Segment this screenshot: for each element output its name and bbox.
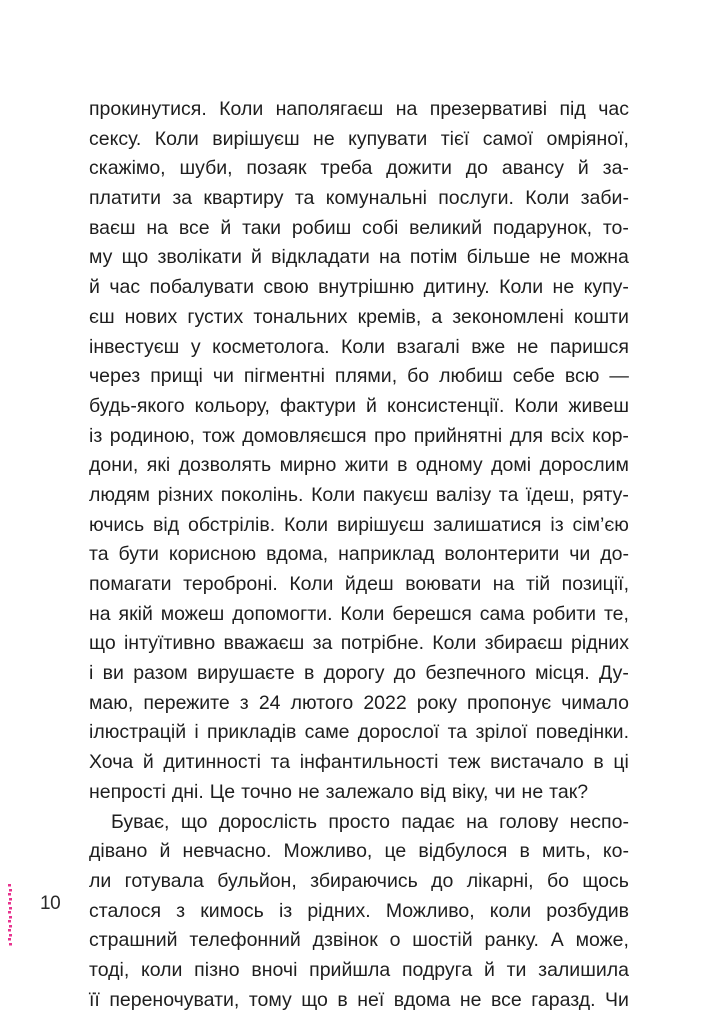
body-text xyxy=(89,95,629,1015)
side-mark-tick xyxy=(8,893,11,896)
text-line: прокинутися. Коли наполягаєш на презервативі під час xyxy=(89,98,629,120)
side-mark-tick xyxy=(9,943,12,946)
side-mark-tick xyxy=(9,898,12,901)
side-mark-tick xyxy=(8,929,11,932)
text-line: її переночувати, тому що в неї вдома не все гаразд. Чи xyxy=(89,988,629,1011)
text-line: через прищі чи пігментні плями, бо любиш себе всю — xyxy=(89,365,629,388)
text-line: й час побалувати свою внутрішню дитину. Коли не купу- xyxy=(89,276,629,299)
text-line: ли готувала бульйон, збираючись до лікарні, бо щось xyxy=(89,869,629,892)
text-line: на якій можеш допомогти. Коли берешся сама робити те, xyxy=(89,602,629,625)
text-line: маю, пережите з 24 лютого 2022 року пропонує чимало xyxy=(89,691,629,714)
text-line: му що зволікати й відкладати на потім більше не можна xyxy=(89,246,629,269)
text-line: сталося з кимось із рідних. Можливо, коли розбудив xyxy=(89,899,629,922)
text-line: інвестуєш у косметолога. Коли взагалі вже не паришся xyxy=(89,335,629,358)
side-mark-tick xyxy=(9,925,12,928)
side-mark-tick xyxy=(9,889,12,892)
text-line: Хоча й дитинності та інфантильності теж вистачало в ці xyxy=(89,751,629,774)
text-line: єш нових густих тональних кремів, а зекономлені кошти xyxy=(89,305,629,328)
page-number: 10 xyxy=(40,893,61,914)
text-line: страшний телефонний дзвінок о шостій ранку. А може, xyxy=(89,929,629,952)
text-line: Буває, що дорослість просто падає на голову неспо- xyxy=(111,810,629,833)
side-mark-tick xyxy=(9,907,12,910)
side-mark-tick xyxy=(8,938,11,941)
text-line: ваєш на все й таки робиш собі великий подарунок, то- xyxy=(89,216,629,239)
text-line: сексу. Коли вирішуєш не купувати тієї самої омріяної, xyxy=(89,127,629,150)
text-line: і ви разом вирушаєте в дорогу до безпечного місця. Ду- xyxy=(89,662,629,685)
text-line: із родиною, тож домовляєшся про прийнятні для всіх кор- xyxy=(89,424,629,447)
text-line: платити за квартиру та комунальні послуги. Коли заби- xyxy=(89,187,629,210)
side-mark-tick xyxy=(8,902,11,905)
side-mark-tick xyxy=(8,884,11,887)
side-mark-tick xyxy=(9,934,12,937)
text-line: дівано й невчасно. Можливо, це відбулося в мить, ко- xyxy=(89,840,629,863)
text-line: ілюстрацій і прикладів саме дорослої та зрілої поведінки. xyxy=(89,721,629,744)
side-mark-tick xyxy=(9,916,12,919)
side-mark-tick xyxy=(8,911,11,914)
text-line: скажімо, шуби, позаяк треба дожити до авансу й за- xyxy=(89,157,629,180)
text-line: дони, які дозволять мирно жити в одному домі дорослим xyxy=(89,454,629,477)
side-mark-tick xyxy=(8,920,11,923)
text-line: помагати тероброні. Коли йдеш воювати на тій позиції, xyxy=(89,573,629,595)
text-line: людям різних поколінь. Коли пакуєш валізу та їдеш, ряту- xyxy=(89,483,629,506)
text-line: тоді, коли пізно вночі прийшла подруга й ти залишила xyxy=(89,958,629,981)
vertical-pink-mark-icon xyxy=(0,880,22,970)
side-decoration xyxy=(0,880,22,970)
text-line: непрості дні. Це точно не залежало від віку, чи не так? xyxy=(89,780,589,803)
text-line: будь-якого кольору, фактури й консистенції. Коли живеш xyxy=(89,394,629,417)
text-line: та бути корисною вдома, наприклад волонтерити чи до- xyxy=(89,543,629,566)
text-line: ючись від обстрілів. Коли вирішуєш залишатися із сім’єю xyxy=(89,513,629,536)
text-line: що інтуїтивно вважаєш за потрібне. Коли збираєш рідних xyxy=(89,632,629,655)
